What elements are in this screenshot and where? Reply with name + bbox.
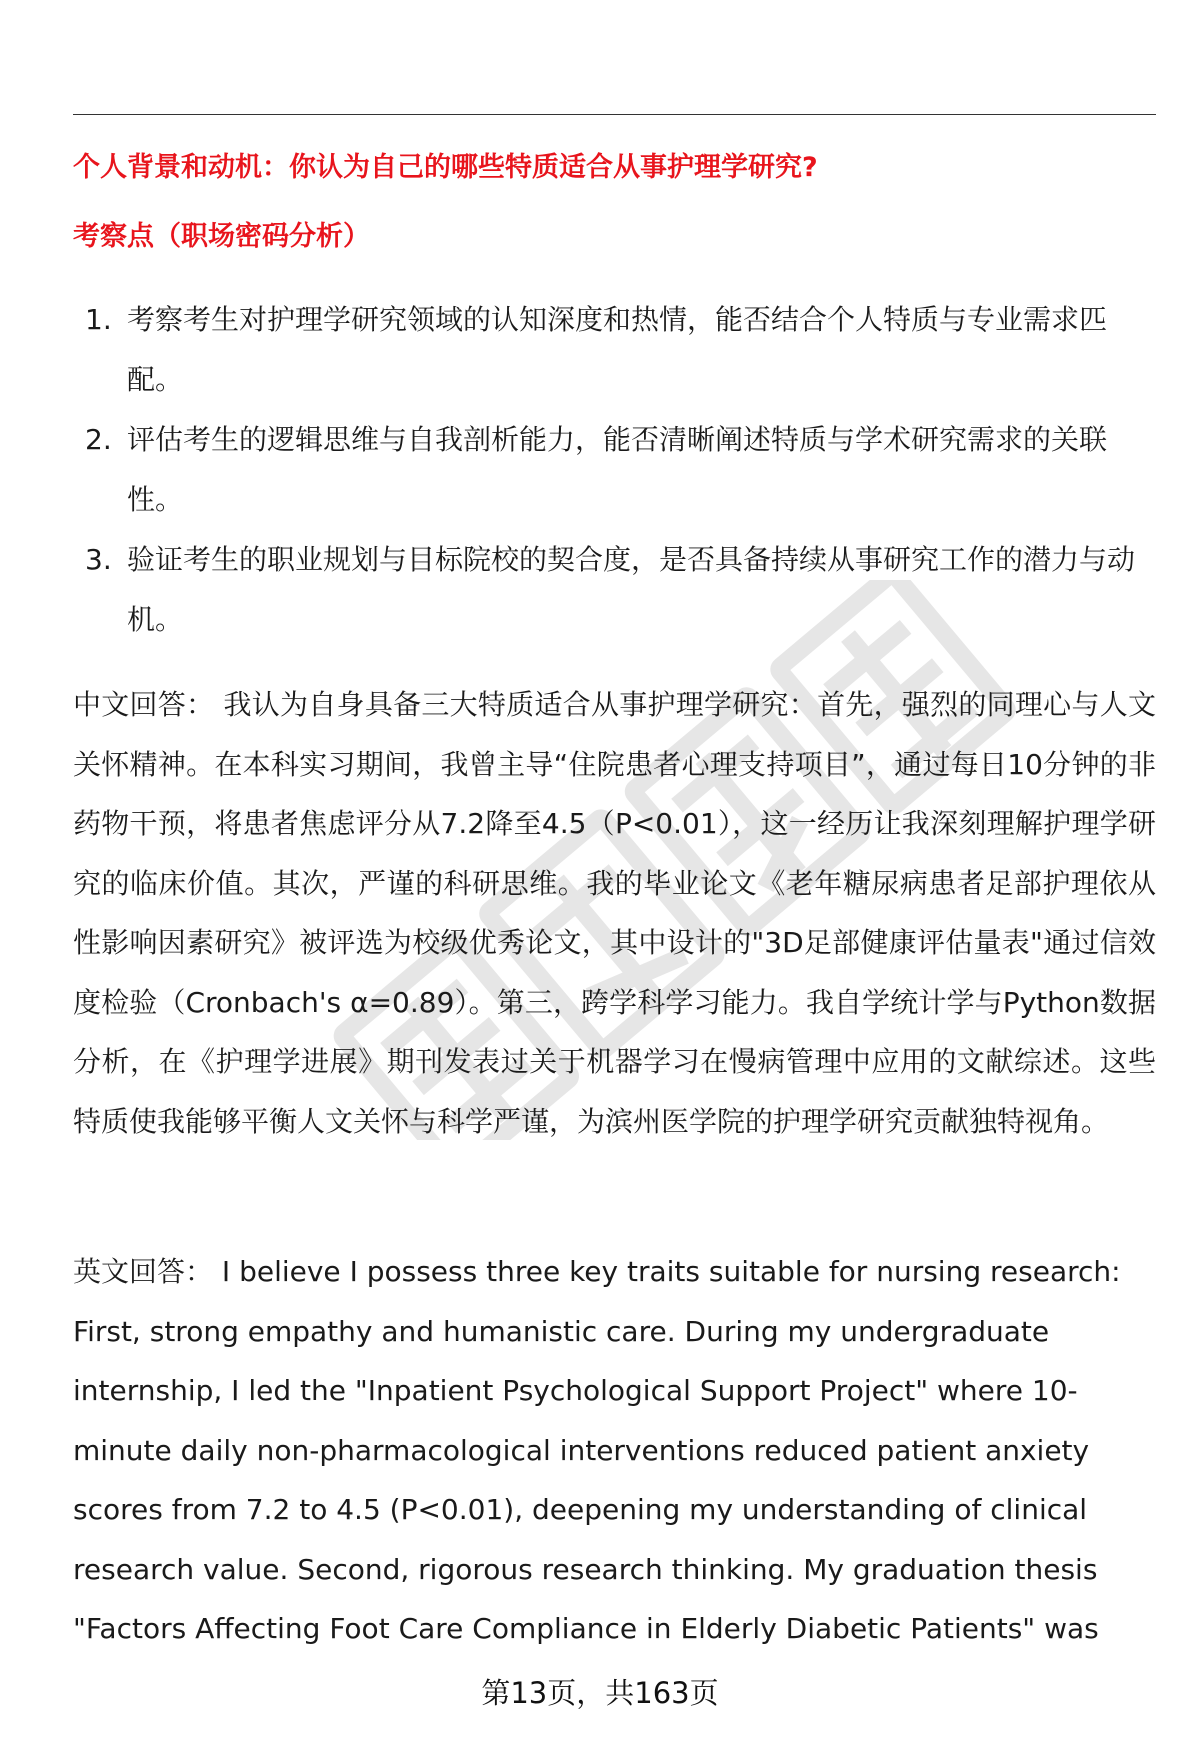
point-number: 1. — [85, 303, 112, 336]
question-heading: 个人背景和动机：你认为自己的哪些特质适合从事护理学研究? — [73, 152, 818, 183]
point-text: 评估考生的逻辑思维与自我剖析能力，能否清晰阐述特质与学术研究需求的关联性。 — [127, 423, 1108, 516]
english-answer-text: I believe I possess three key traits suitable for nursing research: First, strong empathy and humanistic care. During my undergraduate internship, I led the "Inpatient Psychological Support Project" where 10-minute daily non-pharmacological interventions reduced patient anxiety scores from 7.2 to 4.5 (P<0.01), deepening my understanding of clinical research value. Second, rigorous research thinking. My graduation thesis "Factors Affecting Foot Care Compliance in Elderly Diabetic Patients" was — [73, 1255, 1121, 1645]
assessment-point — [73, 410, 1156, 530]
english-answer-label: 英文回答： — [73, 1255, 214, 1288]
assessment-point — [73, 530, 1156, 650]
points-heading: 考察点（职场密码分析） — [73, 221, 370, 252]
chinese-answer-text: 我认为自身具备三大特质适合从事护理学研究：首先，强烈的同理心与人文关怀精神。在本科实习期间，我曾主导“住院患者心理支持项目”，通过每日10分钟的非药物干预，将患者焦虑评分从7.2降至4.5（P<0.01），这一经历让我深刻理解护理学研究的临床价值。其次，严谨的科研思维。我的毕业论文《老年糖尿病患者足部护理依从性影响因素研究》被评选为校级优秀论文，其中设计的"3D足部健康评估量表"通过信效度检验（Cronbach's α=0.89）。第三，跨学科学习能力。我自学统计学与Python数据分析，在《护理学进展》期刊发表过关于机器学习在慢病管理中应用的文献综述。这些特质使我能够平衡人文关怀与科学严谨，为滨州医学院的护理学研究贡献独特视角。 — [73, 688, 1156, 1138]
assessment-point — [73, 290, 1156, 410]
header-rule — [73, 114, 1156, 115]
point-text: 验证考生的职业规划与目标院校的契合度，是否具备持续从事研究工作的潜力与动机。 — [127, 543, 1136, 636]
point-number: 2. — [85, 423, 112, 456]
chinese-answer-label: 中文回答： — [73, 688, 215, 721]
english-answer — [73, 1242, 1156, 1659]
assessment-points-list — [73, 290, 1156, 650]
point-text: 考察考生对护理学研究领域的认知深度和热情，能否结合个人特质与专业需求匹配。 — [127, 303, 1108, 396]
point-number: 3. — [85, 543, 112, 576]
page-number-footer: 第13页，共163页 — [481, 1676, 719, 1710]
chinese-answer — [73, 675, 1156, 1151]
